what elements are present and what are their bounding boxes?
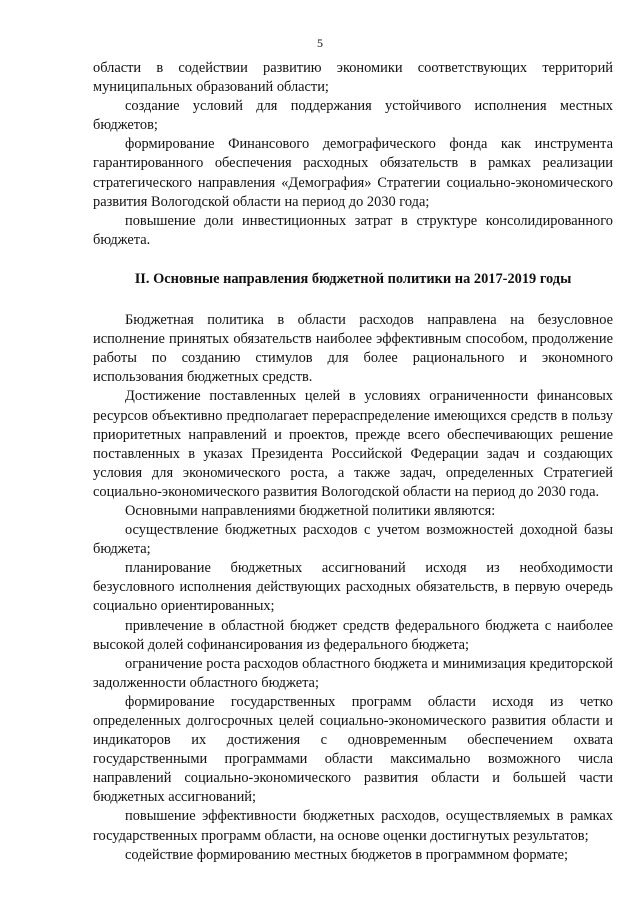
list-item: содействие формированию местных бюджетов в программном формате; bbox=[125, 846, 569, 863]
list-item: осуществление бюджетных расходов с учетом возможностей доходной базы бюджета; bbox=[93, 522, 613, 558]
list-item: повышение эффективности бюджетных расходов, осуществляемых в рамках государственных программ области, на основе оценки достигнутых результатов; bbox=[93, 808, 613, 844]
list-item-investment-share: повышение доли инвестиционных затрат в структуре консолидированного бюджета. bbox=[93, 212, 613, 248]
list-item: ограничение роста расходов областного бюджета и минимизация кредиторской задолженности областного бюджета; bbox=[93, 655, 613, 691]
paragraph-main-directions: Основными направлениями бюджетной политики являются: bbox=[125, 502, 496, 519]
document-body bbox=[93, 59, 613, 865]
paragraph-continuation: области в содействии развитию экономики соответствующих территорий муниципальных образований области; bbox=[93, 60, 613, 96]
list-item-local-budgets: создание условий для поддержания устойчивого исполнения местных бюджетов; bbox=[93, 98, 613, 134]
page-number: 5 bbox=[317, 36, 323, 50]
list-item: формирование государственных программ области исходя из четко определенных долгосрочных целей социально-экономического развития области и индикаторов их достижения с одновременным обеспечением охвата государственными программами области максимально возможного числа направлений социально-экономического развития области и большей части бюджетных ассигнований; bbox=[93, 693, 613, 806]
list-item: планирование бюджетных ассигнований исходя из необходимости безусловного исполнения действующих расходных обязательств, в первую очередь социально ориентированных; bbox=[93, 560, 613, 615]
paragraph-goals: Достижение поставленных целей в условиях ограниченности финансовых ресурсов объективно предполагает перераспределение имеющихся средств в пользу приоритетных направлений и проектов, прежде всего обеспечивающих решение поставленных в указах Президента Российской Федерации задач и создающих условия для экономического роста, а также задач, определенных Стратегией социально-экономического развития Вологодской области на период до 2030 года. bbox=[93, 388, 613, 500]
paragraph-budget-policy: Бюджетная политика в области расходов направлена на безусловное исполнение принятых обязательств наиболее эффективным способом, продолжение работы по созданию стимулов для более рационального и экономного использования бюджетных средств. bbox=[93, 312, 613, 386]
section-heading: II. Основные направления бюджетной политики на 2017-2019 годы bbox=[134, 270, 572, 287]
list-item-demography-fund: формирование Финансового демографического фонда как инструмента гарантированного обеспечения расходных обязательств в рамках реализации стратегического направления «Демография» Стратегии социально-экономического развития Вологодской области на период до 2030 года; bbox=[93, 136, 613, 210]
list-item: привлечение в областной бюджет средств федерального бюджета с наиболее высокой долей софинансирования из федерального бюджета; bbox=[93, 617, 613, 653]
